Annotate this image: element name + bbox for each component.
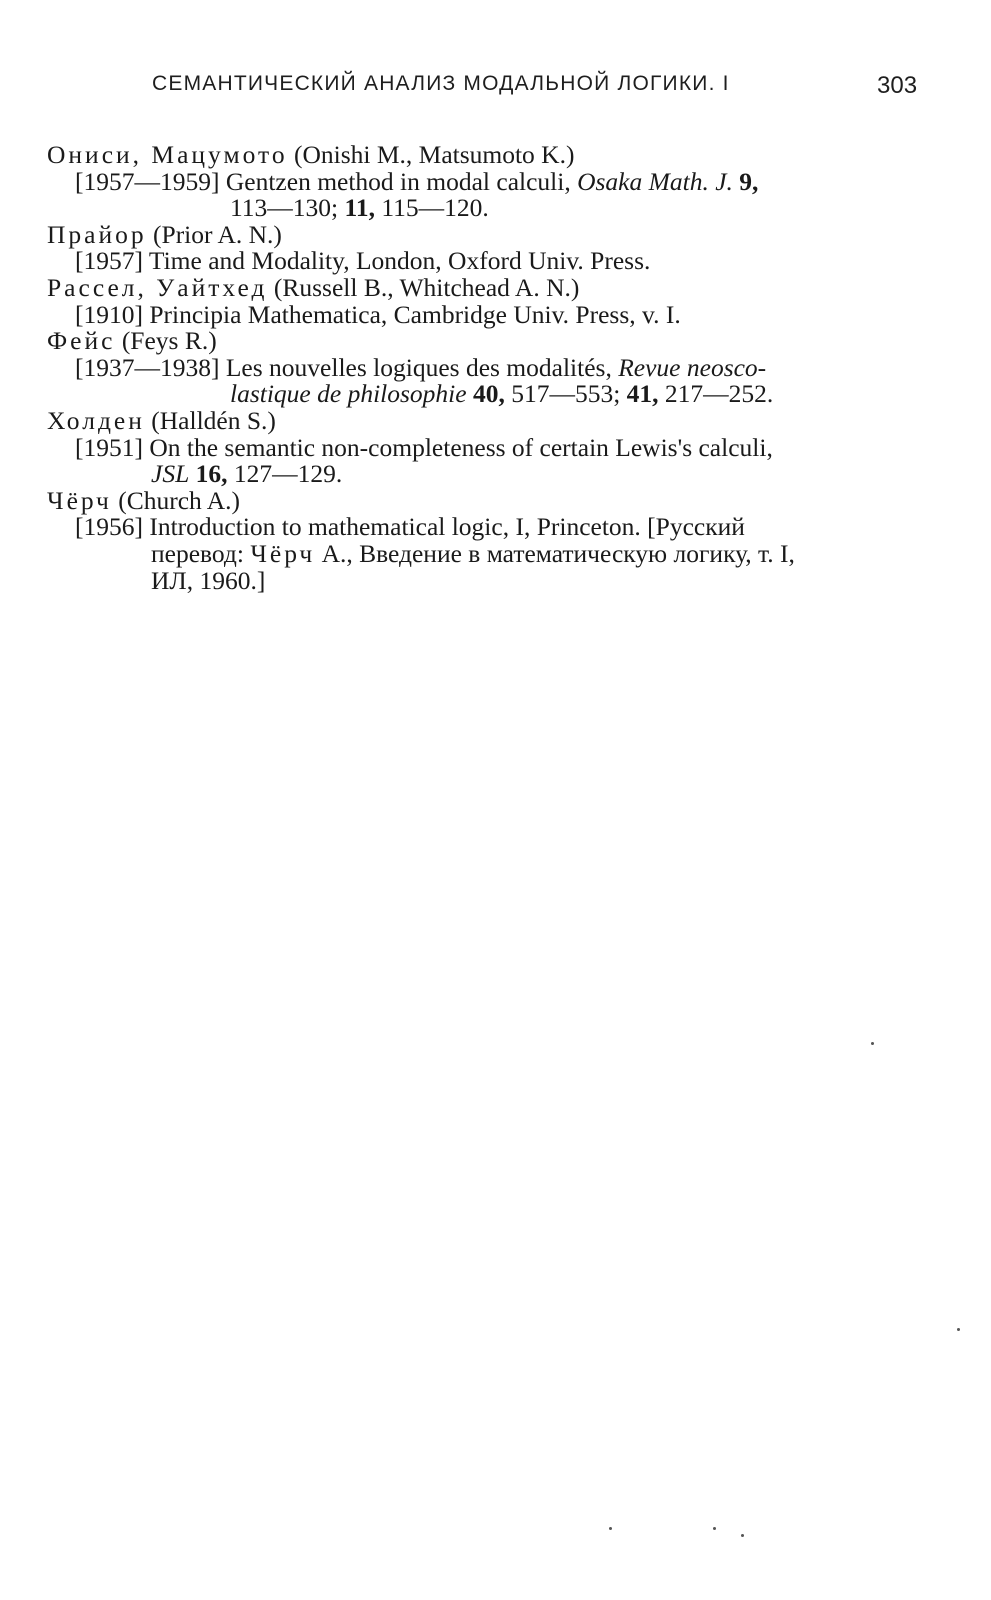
author-name-ru: Холден [47,405,145,435]
page-number: 303 [877,72,918,99]
reference-entry [47,142,912,222]
reference-work-continuation [47,381,912,408]
work-title: Les nouvelles logiques des modalités, [225,352,612,382]
work-year: [1957] [75,246,143,276]
work-volume: 9, [739,166,759,196]
work-pages: 217—252. [664,379,774,409]
work-journal: JSL [151,459,190,489]
work-year: [1956] [75,512,143,542]
work-title: перевод: [151,538,244,568]
work-journal: Revue neosco- [618,352,767,382]
author-name-latin: (Halldén S.) [151,405,276,435]
work-journal: Osaka Math. J. [577,166,733,196]
scan-speck [871,1042,874,1045]
reference-author [47,405,912,435]
work-volume: 40, [472,379,505,409]
reference-author [47,219,912,249]
author-name-ru: Рассел, Уайтхед [47,272,268,302]
scan-speck [957,1328,960,1331]
work-volume: 11, [344,193,375,223]
scan-speck [609,1527,612,1530]
reference-author [47,328,912,355]
reference-work-continuation [47,565,912,595]
work-title: Introduction to mathematical logic, I, Princeton. [Русский [149,512,745,542]
author-name-ru: Ониси, Мацумото [47,140,288,169]
work-title: On the semantic non-completeness of certain Lewis's calculi, [149,432,773,462]
work-title: Gentzen method in modal calculi, [225,166,571,196]
reference-entry [47,405,912,489]
bibliography-list [47,142,912,594]
work-title: А., Введение в математическую логику, т. I, [321,538,795,568]
reference-author [47,485,912,515]
scan-speck [713,1527,716,1530]
work-volume: 41, [626,379,659,409]
reference-work-continuation [47,195,912,222]
work-pages: 127—129. [233,459,343,489]
work-year: [1910] [75,299,143,329]
author-name-latin: (Church A.) [118,485,241,515]
reference-work [47,432,912,462]
work-title: Time and Modality, London, Oxford Univ. Press. [148,246,651,276]
reference-work-continuation [47,538,912,568]
reference-entry [47,485,912,595]
author-name-ru: Прайор [47,219,147,249]
author-name-ru: Фейс [47,326,116,356]
author-name-latin: (Feys R.) [121,326,217,356]
author-name-latin: (Onishi M., Matsumoto K.) [293,140,575,169]
reference-entry [47,328,912,408]
reference-author [47,142,912,169]
author-name-ru: Чёрч [47,485,112,515]
work-title: Principia Mathematica, Cambridge Univ. Press, v. I. [149,299,681,329]
reference-author [47,272,912,302]
translation-author: Чёрч [250,538,316,568]
reference-work [47,352,912,382]
author-name-latin: (Russell B., Whitchead A. N.) [273,272,580,302]
work-journal: lastique de philosophie [230,379,467,409]
work-pages: 517—553; [511,379,621,409]
reference-work [47,299,912,329]
reference-work [47,166,912,196]
work-year: [1951] [75,432,143,462]
author-name-latin: (Prior A. N.) [153,219,282,249]
work-title: ИЛ, 1960.] [151,565,266,595]
reference-work-continuation [47,461,912,488]
reference-work [47,514,912,541]
work-pages: 115—120. [381,193,489,223]
running-title: СЕМАНТИЧЕСКИЙ АНАЛИЗ МОДАЛЬНОЙ ЛОГИКИ. I [152,72,730,95]
work-year: [1937—1938] [75,352,220,382]
reference-work [47,248,912,275]
reference-entry [47,219,912,276]
work-pages: 113—130; [230,193,339,223]
reference-entry [47,272,912,329]
work-volume: 16, [195,459,228,489]
work-year: [1957—1959] [75,166,220,196]
scan-speck [741,1534,744,1537]
